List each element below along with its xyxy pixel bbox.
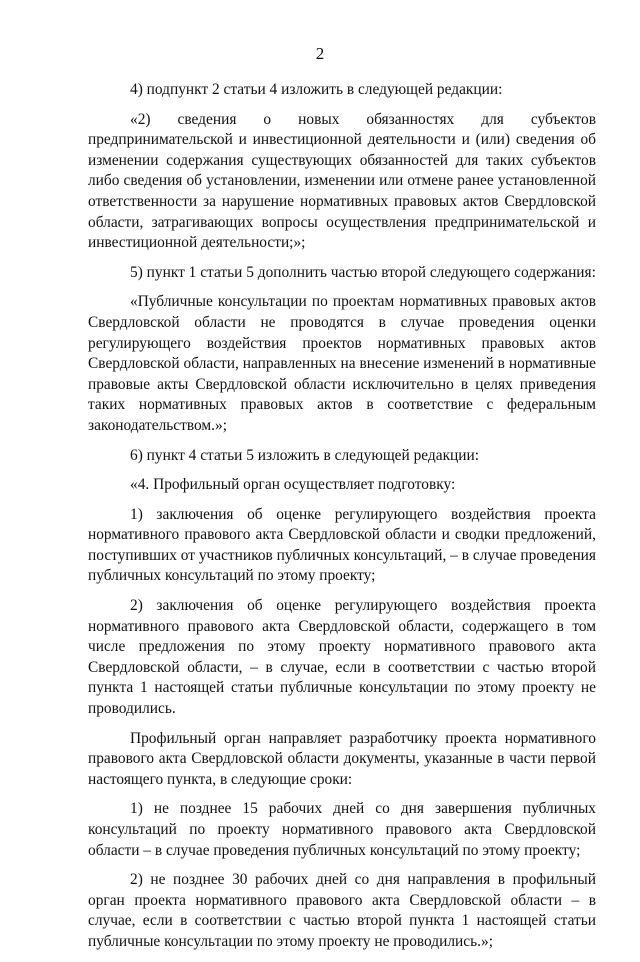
- point-4-deadlines-intro: Профильный орган направляет разработчику проекта нормативного правового акта Свердловской области документы, указанные в части первой настоящего пункта, в следующие сроки:: [88, 729, 596, 788]
- point-4-subitem-2: 2) заключения об оценке регулирующего воздействия проекта нормативного правового акта Свердловской области, содержащего в том числе предложения по этому проекту нормативного правового акта Свердловской области, – в случае, если в соответствии с частью второй пункта 1 настоящей статьи публичные консультации по этому проекту не проводились.: [88, 597, 596, 718]
- quoted-subparagraph-2: «2) сведения о новых обязанностях для субъектов предпринимательской и инвестиционной деятельности и (или) сведения об изменении содержания существующих обязанностей для таких субъектов либо сведения об установлении, изменении или отмене ранее установленной ответственности за нарушение нормативных правовых актов Свердловской области, затрагивающих вопросы осуществления предпринимательской и инвестиционной деятельности;»;: [88, 110, 596, 252]
- amendment-item-6: 6) пункт 4 статьи 5 изложить в следующей редакции:: [130, 446, 480, 464]
- deadline-item-2: 2) не позднее 30 рабочих дней со дня направления в профильный орган проекта нормативного правового акта Свердловской области – в случае, если в соответствии с частью второй пункта 1 настоящей статьи публичные консультации по этому проекту не проводились.»;: [88, 871, 596, 950]
- point-4-subitem-1: 1) заключения об оценке регулирующего воздействия проекта нормативного правового акта Свердловской области и сводки предложений, поступивших от участников публичных консультаций, – в случае проведения публичных консультаций по этому проекту;: [88, 505, 596, 585]
- page-number: 2: [315, 44, 325, 63]
- deadline-item-1: 1) не позднее 15 рабочих дней со дня завершения публичных консультаций по проекту нормативного правового акта Свердловской области – в случае проведения публичных консультаций по этому проекту;: [88, 800, 596, 859]
- document-body: [88, 80, 596, 962]
- quoted-public-consultations-text: «Публичные консультации по проектам нормативных правовых актов Свердловской области не проводятся в случае проведения оценки регулирующего воздействия проектов нормативных правовых актов Свердловской области, направленных на внесение изменений в нормативные правовые акты Свердловской области исключительно в целях приведения таких нормативных правовых актов в соответствие с федеральным законодательством.»;: [88, 293, 596, 434]
- amendment-item-4: 4) подпункт 2 статьи 4 изложить в следующей редакции:: [130, 81, 503, 98]
- amendment-item-5: 5) пункт 1 статьи 5 дополнить частью второй следующего содержания:: [130, 263, 596, 281]
- quoted-point-4-intro: «4. Профильный орган осуществляет подготовку:: [130, 476, 456, 494]
